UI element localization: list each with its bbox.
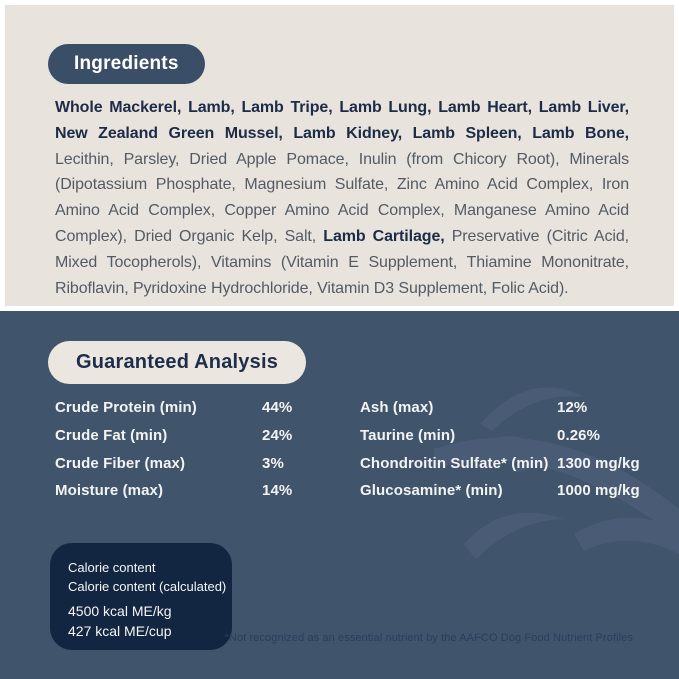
analysis-value: 44% bbox=[262, 399, 293, 417]
analysis-value: 1300 mg/kg bbox=[557, 454, 640, 472]
analysis-label: Crude Fiber (max) bbox=[55, 454, 186, 472]
analysis-value: 0.26% bbox=[557, 427, 601, 445]
analysis-label: Taurine (min) bbox=[360, 427, 456, 445]
aafco-footnote: *Not recognized as an essential nutrient by the AAFCO Dog Food Nutrient Profiles bbox=[224, 632, 633, 644]
calorie-content-line: Calorie content bbox=[68, 560, 156, 575]
analysis-value: 1000 mg/kg bbox=[557, 482, 640, 500]
ingredients-segment-bold: Lamb Cartilage, bbox=[323, 227, 452, 245]
ingredients-title: Ingredients bbox=[74, 53, 179, 74]
analysis-label: Chondroitin Sulfate* (min) bbox=[360, 454, 549, 472]
guaranteed-analysis-panel bbox=[0, 311, 679, 679]
analysis-value: 12% bbox=[557, 399, 588, 417]
guaranteed-analysis-table bbox=[55, 394, 640, 505]
ingredients-paragraph bbox=[55, 95, 629, 301]
guaranteed-analysis-title: Guaranteed Analysis bbox=[76, 351, 279, 373]
analysis-value: 24% bbox=[262, 427, 293, 445]
analysis-label: Crude Protein (min) bbox=[55, 399, 197, 417]
analysis-label: Glucosamine* (min) bbox=[360, 482, 503, 500]
ingredients-segment-bold: Whole Mackerel, Lamb, Lamb Tripe, Lamb Lung, Lamb Heart, Lamb Liver, New Zealand Green Mussel, Lamb Kidney, Lamb Spleen, Lamb Bone, bbox=[55, 99, 629, 142]
analysis-label: Crude Fat (min) bbox=[55, 427, 168, 445]
analysis-value: 3% bbox=[262, 454, 284, 472]
calorie-content-line: Calorie content (calculated) bbox=[68, 578, 227, 594]
ingredients-panel bbox=[5, 5, 674, 306]
analysis-label: Moisture (max) bbox=[55, 482, 164, 500]
analysis-value: 14% bbox=[262, 482, 293, 500]
guaranteed-analysis-header-pill bbox=[48, 341, 306, 384]
ingredients-segment-regular: Lecithin, Parsley, Dried Apple Pomace, Inulin (from Chicory Root), Minerals (Dipotassium Phosphate, Magnesium Sulfate, Zinc Amino Acid Complex, Iron Amino Acid Complex, Copper Amino Acid Complex, Manganese Amino Acid Complex), Dried Organic Kelp, Salt, bbox=[55, 150, 629, 245]
calorie-content-card bbox=[50, 543, 232, 650]
analysis-label: Ash (max) bbox=[360, 399, 434, 417]
calorie-value-kg: 4500 kcal ME/kg bbox=[68, 603, 172, 619]
ingredients-segment-regular: Preservative (Citric Acid, Mixed Tocopherols), Vitamins (Vitamin E Supplement, Thiamine Mononitrate, Riboflavin, Pyridoxine Hydrochloride, Vitamin D3 Supplement, Folic Acid). bbox=[55, 227, 629, 297]
ingredients-header-pill bbox=[48, 44, 205, 84]
calorie-value-cup: 427 kcal ME/cup bbox=[68, 622, 172, 639]
